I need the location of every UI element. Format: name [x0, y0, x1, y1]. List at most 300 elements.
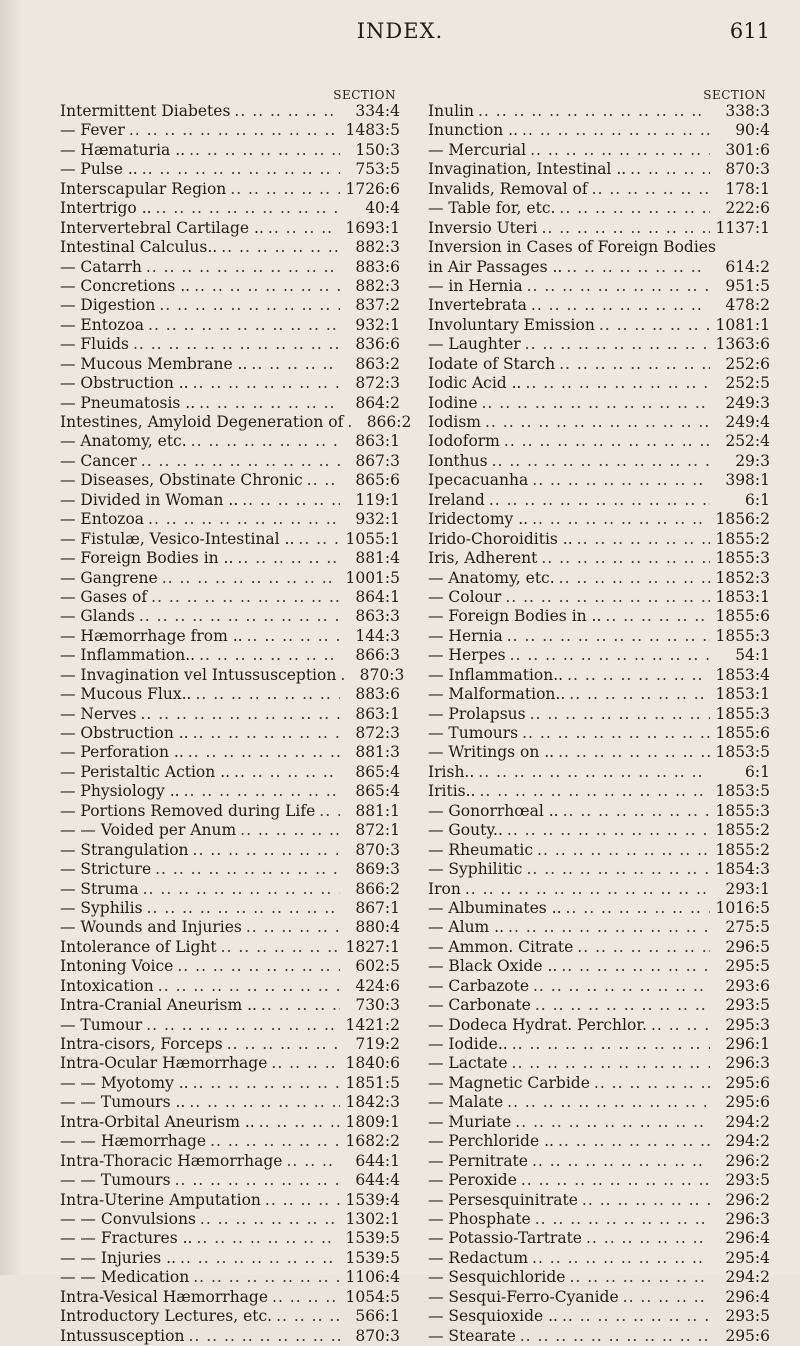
index-term: Iris, Adherent: [428, 549, 538, 568]
index-term: Irido-Choroiditis ..: [428, 529, 573, 548]
index-entry: [428, 1327, 770, 1346]
dot-leader: [173, 957, 340, 976]
index-term: — Persesquinitrate: [428, 1190, 578, 1209]
index-entry: [428, 510, 770, 529]
dot-leader: [143, 899, 340, 918]
index-term: — Struma: [60, 879, 139, 898]
index-term: in Air Passages ..: [428, 257, 563, 276]
index-entry: [60, 996, 400, 1015]
dot-leader: [481, 413, 710, 432]
index-term: — — Medication: [60, 1268, 190, 1287]
section-reference: 293:5: [725, 1171, 770, 1190]
dot-leader: [501, 588, 710, 607]
dot-leader: [475, 782, 710, 801]
index-term: — Foreign Bodies in ..: [60, 549, 234, 568]
index-term: — Catarrh: [60, 257, 142, 276]
section-reference: 872:1: [355, 821, 400, 840]
dot-leader: [125, 121, 340, 140]
index-entry: [428, 1210, 770, 1229]
section-reference: 249:4: [725, 413, 770, 431]
dot-leader: [144, 510, 340, 529]
dot-leader: [176, 1249, 340, 1268]
index-entry: [60, 1152, 400, 1171]
index-term: — Concretions ..: [60, 276, 191, 295]
index-entry: [60, 141, 400, 160]
dot-leader: [315, 802, 340, 821]
section-reference: 1842:3: [345, 1093, 400, 1112]
section-reference: 301:6: [725, 140, 770, 159]
dot-leader: [554, 743, 710, 762]
index-term: — Nerves: [60, 704, 137, 723]
dot-leader: [555, 569, 710, 588]
index-term: Iodine: [428, 393, 478, 412]
section-reference: 1054:5: [345, 1287, 400, 1306]
index-term: Intra-Orbital Aneurism ..: [60, 1112, 255, 1131]
dot-leader: [595, 316, 710, 335]
section-reference: 864:1: [355, 587, 400, 606]
index-entry: [428, 160, 770, 179]
index-term: Introductory Lectures, etc.: [60, 1307, 273, 1326]
index-term: Involuntary Emission: [428, 315, 595, 334]
index-entry: [428, 1074, 770, 1093]
section-reference: 1855:2: [715, 840, 770, 859]
index-entry: [60, 1074, 400, 1093]
index-term: Intra-Vesical Hæmorrhage: [60, 1287, 269, 1306]
dot-leader: [578, 1191, 710, 1210]
index-term: — Strangulation: [60, 840, 189, 859]
section-reference: 865:6: [355, 471, 400, 490]
section-reference: 614:2: [725, 257, 770, 276]
section-reference: 870:3: [355, 1326, 400, 1345]
index-entry: [428, 802, 770, 821]
section-reference: 1055:1: [345, 529, 400, 548]
section-reference: 249:3: [725, 393, 770, 412]
index-entry: [428, 121, 770, 140]
dot-leader: [180, 782, 340, 801]
section-reference: 566:1: [355, 1307, 400, 1326]
section-reference: 398:1: [725, 471, 770, 490]
dot-leader: [528, 1249, 710, 1268]
index-term: — Carbonate: [428, 996, 531, 1015]
section-reference: 882:3: [355, 276, 400, 295]
index-entry: [60, 1054, 400, 1073]
index-entry: [428, 821, 770, 840]
index-entry: [60, 957, 400, 976]
section-reference: 1853:4: [715, 665, 770, 684]
index-entry: [60, 743, 400, 762]
dot-leader: [206, 1132, 340, 1151]
index-entry: [428, 316, 770, 335]
dot-leader: [588, 180, 710, 199]
index-term: — Black Oxide ..: [428, 957, 558, 976]
index-term: — Phosphate: [428, 1209, 531, 1228]
index-entry: [428, 1171, 770, 1190]
section-reference: 294:2: [725, 1112, 770, 1131]
section-reference: 863:2: [355, 354, 400, 373]
dot-leader: [590, 1074, 710, 1093]
index-entry: [428, 432, 770, 451]
index-entry: [428, 1093, 770, 1112]
dot-leader: [336, 666, 344, 685]
index-entry: [428, 1132, 770, 1151]
section-reference: 1363:6: [715, 335, 770, 354]
dot-leader: [154, 977, 340, 996]
dot-leader: [282, 1152, 340, 1171]
index-term: — Tumour: [60, 1015, 143, 1034]
section-reference: 293:5: [725, 996, 770, 1015]
page-gutter: [0, 0, 22, 1275]
index-term: — Digestion: [60, 296, 156, 315]
index-term: — Anatomy, etc.: [428, 568, 555, 587]
index-entry: [60, 977, 400, 996]
index-entry: [428, 335, 770, 354]
section-reference: 1539:5: [345, 1229, 400, 1248]
section-reference: 296:4: [725, 1229, 770, 1248]
index-term: Intra-cisors, Forceps: [60, 1035, 223, 1053]
index-entry: [60, 1327, 400, 1346]
section-reference: 1682:2: [345, 1132, 400, 1151]
dot-leader: [142, 258, 340, 277]
index-entry: [428, 296, 770, 315]
section-reference: 1853:1: [715, 587, 770, 606]
dot-leader: [500, 432, 710, 451]
index-term: — Malformation..: [428, 685, 566, 704]
section-reference: 1853:5: [715, 743, 770, 762]
index-term: — Prolapsus: [428, 704, 526, 723]
dot-leader: [558, 1307, 710, 1326]
index-entry: [428, 763, 770, 782]
section-reference: 1855:6: [715, 607, 770, 626]
section-reference: 1855:3: [715, 626, 770, 645]
section-reference: 1853:1: [715, 685, 770, 704]
index-term: Intolerance of Light: [60, 937, 217, 956]
dot-leader: [647, 1016, 710, 1035]
index-entry: [60, 841, 400, 860]
section-reference: 881:3: [355, 743, 400, 762]
section-reference: 1001:5: [345, 568, 400, 587]
index-term: Invagination, Intestinal ..: [428, 160, 627, 179]
section-reference: 837:2: [355, 296, 400, 315]
section-reference: 644:4: [355, 1171, 400, 1190]
dot-leader: [151, 860, 340, 879]
section-reference: 872:3: [355, 724, 400, 742]
index-term: — Sesqui-Ferro-Cyanide: [428, 1287, 619, 1306]
index-term: — Mercurial: [428, 140, 527, 159]
section-reference: 1016:5: [715, 898, 770, 917]
index-term: Intestinal Calculus..: [60, 238, 218, 257]
section-reference: 296:2: [725, 1190, 770, 1209]
index-entry: [428, 549, 770, 568]
dot-leader: [187, 432, 340, 451]
section-reference: 1081:1: [715, 315, 770, 334]
index-term: — Syphilitic: [428, 860, 523, 879]
index-entry: [428, 471, 770, 490]
index-entry: [60, 510, 400, 529]
dot-leader: [226, 180, 340, 199]
section-reference: 296:1: [725, 1035, 770, 1053]
index-term: Iritis..: [428, 782, 476, 801]
dot-leader: [189, 841, 340, 860]
dot-leader: [139, 880, 340, 899]
section-column-label: SECTION: [333, 88, 396, 102]
dot-leader: [303, 471, 340, 490]
index-entry: [428, 743, 770, 762]
index-term: — Lactate: [428, 1054, 508, 1073]
dot-leader: [537, 219, 710, 238]
dot-leader: [257, 996, 340, 1015]
index-entry: [60, 355, 400, 374]
index-term: — Sesquichloride: [428, 1268, 566, 1287]
dot-leader: [528, 471, 710, 490]
dot-leader: [264, 219, 340, 238]
index-entry: [428, 491, 770, 510]
index-term: Intussusception: [60, 1326, 185, 1345]
index-entry: [60, 782, 400, 801]
dot-leader: [189, 724, 340, 743]
dot-leader: [474, 102, 710, 121]
index-term: — Alum ..: [428, 918, 505, 937]
section-reference: 338:3: [725, 102, 770, 120]
index-term: — Table for, etc.: [428, 199, 556, 218]
section-reference: 881:4: [355, 549, 400, 568]
dot-leader: [171, 1171, 340, 1190]
index-term: Intestines, Amyloid Degeneration of: [60, 413, 344, 431]
index-entry: [60, 1191, 400, 1210]
section-reference: 119:1: [355, 490, 400, 509]
index-term: — Pneumatosis ..: [60, 393, 196, 412]
index-entry: [428, 569, 770, 588]
section-reference: 883:6: [355, 257, 400, 276]
section-reference: 870:3: [725, 160, 770, 179]
dot-leader: [155, 296, 340, 315]
index-term: Irish..: [428, 762, 475, 781]
index-entry: [60, 394, 400, 413]
index-entry: [60, 296, 400, 315]
index-term: — Tumours: [428, 724, 519, 742]
index-entry: [428, 977, 770, 996]
index-entry: [428, 413, 770, 432]
index-entry: [428, 1152, 770, 1171]
dot-leader: [516, 1327, 710, 1346]
dot-leader: [138, 160, 340, 179]
index-term: — — Fractures ..: [60, 1229, 193, 1248]
dot-leader: [272, 1307, 340, 1326]
index-entry: [428, 277, 770, 296]
section-reference: 836:6: [355, 335, 400, 354]
index-entry: [428, 957, 770, 976]
section-reference: 866:2: [355, 879, 400, 898]
section-reference: 90:4: [735, 121, 770, 140]
index-term: — Invagination vel Intussusception: [60, 665, 337, 684]
index-entry: [60, 569, 400, 588]
dot-leader: [230, 763, 340, 782]
index-column-left: [60, 88, 412, 1346]
index-term: — Entozoa: [60, 510, 145, 529]
section-reference: 1854:3: [715, 860, 770, 879]
index-list-right: [428, 102, 770, 1346]
index-term: — Pulse ..: [60, 160, 138, 179]
section-reference: 334:4: [355, 102, 400, 120]
index-entry: [428, 880, 770, 899]
dot-leader: [565, 685, 710, 704]
index-entry: [60, 880, 400, 899]
dot-leader: [135, 607, 340, 626]
index-entry: [60, 763, 400, 782]
page-number: 611: [729, 19, 770, 43]
dot-leader: [528, 510, 710, 529]
page-title: INDEX.: [356, 19, 444, 43]
index-term: — Dodeca Hydrat. Perchlor.: [428, 1015, 647, 1034]
index-term: — Fever: [60, 121, 125, 140]
index-term: — Gangrene: [60, 568, 158, 587]
index-entry: [60, 316, 400, 335]
index-entry: [428, 355, 770, 374]
index-term: — Magnetic Carbide: [428, 1073, 590, 1092]
dot-leader: [531, 1210, 710, 1229]
index-entry: [428, 1229, 770, 1248]
index-entry: [428, 685, 770, 704]
section-reference: 867:3: [355, 451, 400, 470]
index-entry: [60, 1249, 400, 1268]
dot-leader: [503, 627, 710, 646]
index-entry: [60, 1171, 400, 1190]
section-column-label: SECTION: [703, 88, 766, 102]
section-reference: 29:3: [735, 451, 770, 470]
index-entry: [428, 841, 770, 860]
section-reference: 1852:3: [715, 568, 770, 587]
section-reference: 1853:5: [715, 782, 770, 801]
dot-leader: [508, 1054, 710, 1073]
index-entry: [428, 938, 770, 957]
section-reference: 295:5: [725, 957, 770, 976]
section-reference: 719:2: [355, 1035, 400, 1053]
index-entry: [60, 1268, 400, 1287]
dot-leader: [503, 1093, 710, 1112]
index-entry: [428, 238, 770, 257]
index-entry: [60, 258, 400, 277]
index-term: — Peristaltic Action ..: [60, 762, 231, 781]
section-reference: 863:1: [355, 704, 400, 723]
index-term: Intoning Voice: [60, 957, 174, 976]
dot-leader: [189, 374, 340, 393]
index-entry: [60, 374, 400, 393]
section-reference: 1855:3: [715, 704, 770, 723]
section-reference: 6:1: [745, 762, 770, 781]
index-term: Iodism: [428, 413, 481, 431]
index-entry: [428, 860, 770, 879]
section-reference: 865:4: [355, 762, 400, 781]
dot-leader: [142, 1016, 340, 1035]
section-reference: 865:4: [355, 782, 400, 801]
index-term: — Foreign Bodies in ..: [428, 607, 602, 626]
index-term: — Portions Removed during Life: [60, 801, 316, 820]
dot-leader: [601, 607, 710, 626]
section-reference: 866:3: [355, 646, 400, 665]
dot-leader: [573, 530, 710, 549]
section-reference: 252:6: [725, 354, 770, 373]
index-term: — Gouty..: [428, 821, 503, 840]
index-entry: [60, 588, 400, 607]
dot-leader: [562, 258, 710, 277]
section-reference: 6:1: [745, 490, 770, 509]
index-entry: [428, 452, 770, 471]
section-reference: 1840:6: [345, 1054, 400, 1073]
index-term: — Gonorrhœal ..: [428, 801, 559, 820]
section-reference: 882:3: [355, 238, 400, 257]
dot-leader: [267, 1054, 340, 1073]
index-entry: [60, 277, 400, 296]
index-term: — Fistulæ, Vesico-Intestinal ..: [60, 529, 295, 548]
section-reference: 222:6: [725, 199, 770, 218]
index-entry: [60, 199, 400, 218]
dot-leader: [508, 1035, 710, 1054]
dot-leader: [294, 530, 340, 549]
section-reference: 296:3: [725, 1209, 770, 1228]
dot-leader: [268, 1288, 340, 1307]
index-entry: [60, 413, 412, 432]
index-entry: [428, 1288, 770, 1307]
section-reference: 1855:3: [715, 801, 770, 820]
index-entry: [60, 180, 400, 199]
section-reference: 932:1: [355, 510, 400, 529]
section-reference: 1539:4: [345, 1190, 400, 1209]
index-entry: [60, 1016, 400, 1035]
index-term: — Writings on ..: [428, 743, 555, 762]
section-reference: 295:4: [725, 1248, 770, 1267]
dot-leader: [242, 918, 340, 937]
section-reference: 753:5: [355, 160, 400, 179]
section-reference: 40:4: [365, 199, 400, 218]
dot-leader: [152, 199, 340, 218]
index-term: Ireland: [428, 490, 485, 509]
index-entry: [60, 432, 400, 451]
section-reference: 275:5: [725, 918, 770, 937]
section-reference: 293:5: [725, 1307, 770, 1326]
section-reference: 863:3: [355, 607, 400, 626]
section-reference: 1539:5: [345, 1248, 400, 1267]
section-reference: 1137:1: [715, 218, 770, 237]
index-entry: [60, 646, 400, 665]
index-term: — Diseases, Obstinate Chronic: [60, 471, 303, 490]
index-entry: [60, 821, 400, 840]
dot-leader: [518, 121, 710, 140]
index-entry: [428, 607, 770, 626]
index-entry: [60, 627, 400, 646]
dot-leader: [563, 666, 710, 685]
dot-leader: [506, 646, 710, 665]
index-term: — Inflammation..: [60, 646, 196, 665]
section-reference: 1106:4: [345, 1268, 400, 1287]
section-reference: 881:1: [355, 801, 400, 820]
index-term: — Sesquioxide ..: [428, 1307, 558, 1326]
index-term: — Herpes: [428, 646, 506, 665]
index-term: — Anatomy, etc.: [60, 432, 187, 451]
dot-leader: [217, 238, 340, 257]
dot-leader: [195, 646, 340, 665]
index-entry: [428, 199, 770, 218]
dot-leader: [504, 918, 710, 937]
dot-leader: [189, 1074, 340, 1093]
dot-leader: [217, 938, 340, 957]
index-term: Inunction ..: [428, 121, 519, 140]
dot-leader: [521, 374, 710, 393]
section-reference: 863:1: [355, 432, 400, 451]
dot-leader: [343, 413, 351, 432]
index-term: — Fluids: [60, 335, 129, 354]
index-term: Iodate of Starch: [428, 354, 556, 373]
dot-leader: [555, 355, 710, 374]
section-reference: 867:1: [355, 898, 400, 917]
